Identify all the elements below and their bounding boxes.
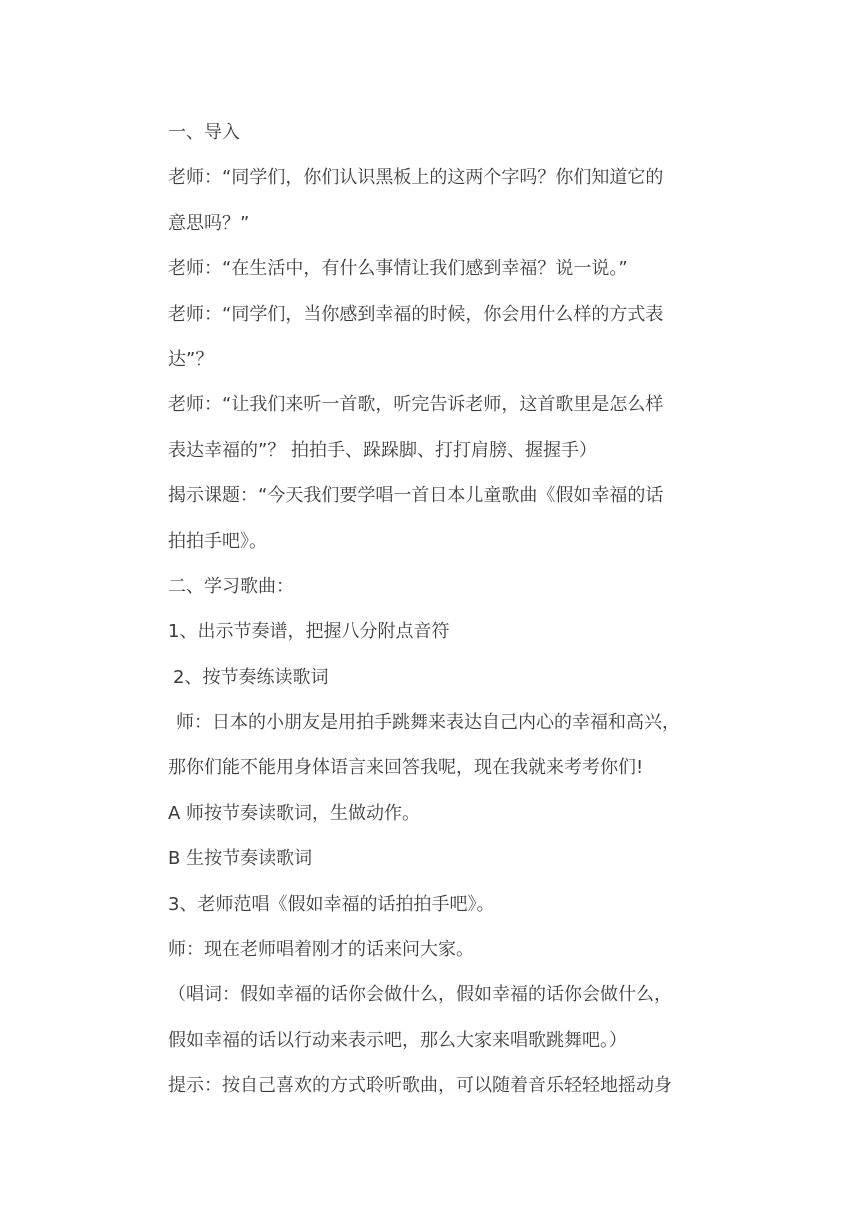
paragraph-line: 师：现在老师唱着刚才的话来问大家。 (168, 939, 474, 961)
paragraph-line: 老师：“让我们来听一首歌，听完告诉老师，这首歌里是怎么样 (168, 394, 664, 416)
list-item: 3、老师范唱《假如幸福的话拍拍手吧》。 (168, 893, 495, 915)
paragraph-line: 达”？ (168, 348, 214, 370)
paragraph-line: （唱词：假如幸福的话你会做什么，假如幸福的话你会做什么， (168, 984, 672, 1006)
paragraph-line: 那你们能不能用身体语言来回答我呢，现在我就来考考你们! (168, 757, 644, 779)
paragraph-line: 假如幸福的话以行动来表示吧，那么大家来唱歌跳舞吧。） (168, 1029, 627, 1051)
document-body (168, 110, 738, 1109)
paragraph-line: 表达幸福的”？ 拍拍手、跺跺脚、打打肩膀、握握手） (168, 439, 598, 461)
paragraph-line: 拍拍手吧》。 (168, 530, 267, 552)
paragraph-line: 揭示课题：“今天我们要学唱一首日本儿童歌曲《假如幸福的话 (168, 485, 664, 507)
paragraph-line: 老师：“同学们，当你感到幸福的时候，你会用什么样的方式表 (168, 303, 664, 325)
list-item: 1、出示节奏谱，把握八分附点音符 (168, 621, 450, 643)
list-item: B 生按节奏读歌词 (168, 848, 313, 870)
section-heading-intro: 一、导入 (168, 122, 240, 143)
paragraph-line: 老师：“同学们，你们认识黑板上的这两个字吗？你们知道它的 (168, 167, 664, 189)
list-item: A 师按节奏读歌词，生做动作。 (168, 802, 421, 824)
paragraph-line: 师：日本的小朋友是用拍手跳舞来表达自己内心的幸福和高兴， (176, 712, 680, 734)
paragraph-line: 提示：按自己喜欢的方式聆听歌曲，可以随着音乐轻轻地摇动身 (168, 1075, 672, 1097)
paragraph-line: 老师：“在生活中，有什么事情让我们感到幸福？说一说。” (168, 258, 628, 280)
section-heading-learn-song: 二、学习歌曲： (168, 575, 294, 597)
paragraph-line: 意思吗？” (168, 212, 250, 234)
list-item: 2、按节奏练读歌词 (173, 666, 329, 688)
